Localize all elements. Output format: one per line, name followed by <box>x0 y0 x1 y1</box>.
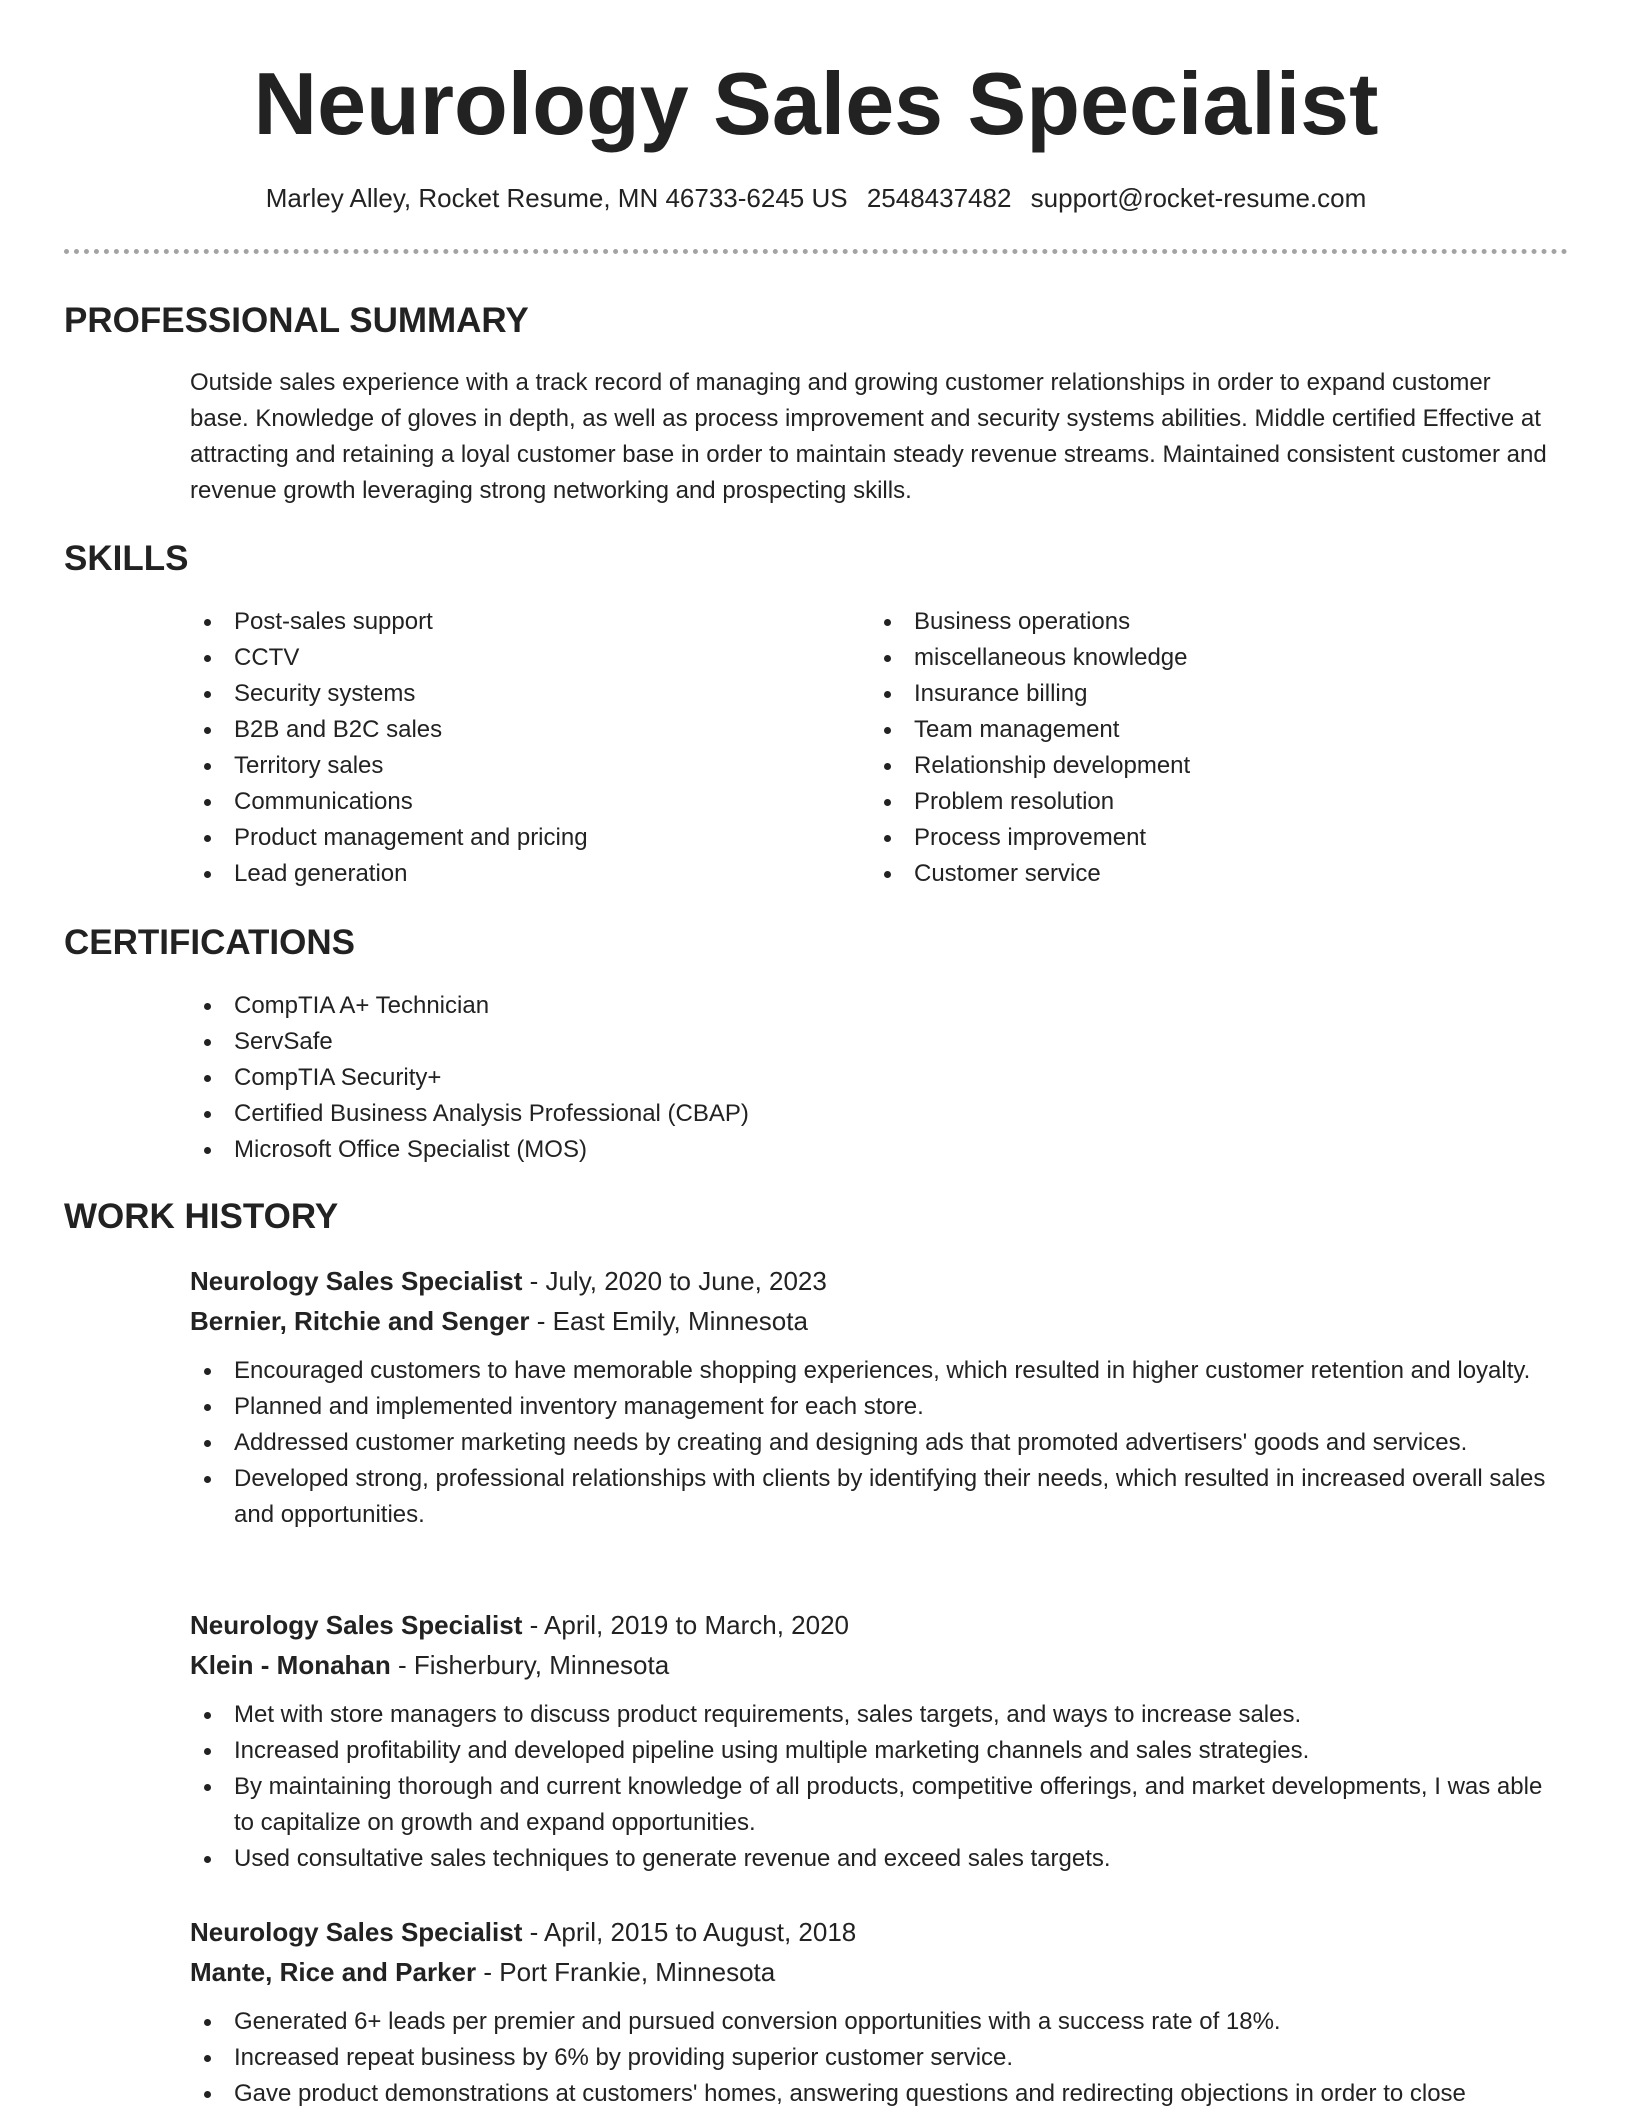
skill-item: Process improvement <box>870 820 1510 856</box>
skill-item: CCTV <box>190 640 830 676</box>
certification-item: Certified Business Analysis Professional (CBAP) <box>190 1096 1490 1132</box>
job-dates: - April, 2019 to March, 2020 <box>522 1610 849 1640</box>
job-bullet: Generated 6+ leads per premier and pursued conversion opportunities with a success rate of 18%. <box>190 2004 1560 2040</box>
certification-item: CompTIA A+ Technician <box>190 988 1490 1024</box>
certification-item: CompTIA Security+ <box>190 1060 1490 1096</box>
skills-heading: SKILLS <box>64 539 189 578</box>
job-bullets <box>190 1353 1560 1533</box>
skill-item: Post-sales support <box>190 604 830 640</box>
work-history-heading: WORK HISTORY <box>64 1197 339 1236</box>
skill-item: Insurance billing <box>870 676 1510 712</box>
skill-item: miscellaneous knowledge <box>870 640 1510 676</box>
job-entry <box>190 1261 1560 1533</box>
certification-item: Microsoft Office Specialist (MOS) <box>190 1132 1490 1168</box>
skill-item: Team management <box>870 712 1510 748</box>
job-bullet: Developed strong, professional relationships with clients by identifying their needs, which resulted in increased overall sales and opportunities. <box>190 1461 1560 1533</box>
resume-title: Neurology Sales Specialist <box>253 54 1379 153</box>
job-bullet: Encouraged customers to have memorable shopping experiences, which resulted in higher customer retention and loyalty. <box>190 1353 1560 1389</box>
job-entry <box>190 1605 1560 1877</box>
job-bullet: Planned and implemented inventory management for each store. <box>190 1389 1560 1425</box>
job-dates: - July, 2020 to June, 2023 <box>522 1266 827 1296</box>
skills-list-right <box>870 604 1510 892</box>
job-location: - Fisherbury, Minnesota <box>390 1650 670 1680</box>
job-role: Neurology Sales Specialist <box>190 1917 523 1947</box>
contact-address: Marley Alley, Rocket Resume, MN 46733-6245 US <box>265 183 848 213</box>
job-dates: - April, 2015 to August, 2018 <box>522 1917 857 1947</box>
job-bullet: Met with store managers to discuss product requirements, sales targets, and ways to increase sales. <box>190 1697 1560 1733</box>
contact-line <box>0 178 1632 218</box>
job-company: Mante, Rice and Parker <box>190 1957 477 1987</box>
job-location: - Port Frankie, Minnesota <box>476 1957 776 1987</box>
job-bullets <box>190 2004 1560 2112</box>
job-title-line <box>190 1261 1560 1301</box>
job-bullet: Used consultative sales techniques to generate revenue and exceed sales targets. <box>190 1841 1560 1877</box>
certifications-heading: CERTIFICATIONS <box>64 923 356 962</box>
job-bullet: Increased profitability and developed pipeline using multiple marketing channels and sales strategies. <box>190 1733 1560 1769</box>
job-location: - East Emily, Minnesota <box>529 1306 808 1336</box>
job-bullet: Increased repeat business by 6% by providing superior customer service. <box>190 2040 1560 2076</box>
job-entry <box>190 1912 1560 2112</box>
contact-email: support@rocket-resume.com <box>1030 183 1367 213</box>
job-company: Klein - Monahan <box>190 1650 391 1680</box>
job-title-line <box>190 1605 1560 1645</box>
job-title-line <box>190 1912 1560 1952</box>
skill-item: Communications <box>190 784 830 820</box>
skill-item: Lead generation <box>190 856 830 892</box>
skill-item: Territory sales <box>190 748 830 784</box>
skill-item: Product management and pricing <box>190 820 830 856</box>
skill-item: Customer service <box>870 856 1510 892</box>
job-role: Neurology Sales Specialist <box>190 1610 523 1640</box>
job-company-line <box>190 1301 1560 1341</box>
job-role: Neurology Sales Specialist <box>190 1266 523 1296</box>
job-bullet: By maintaining thorough and current knowledge of all products, competitive offerings, and market developments, I was able to capitalize on growth and expand opportunities. <box>190 1769 1560 1841</box>
header-divider <box>64 249 1568 254</box>
job-company-line <box>190 1952 1560 1992</box>
certification-item: ServSafe <box>190 1024 1490 1060</box>
skill-item: Relationship development <box>870 748 1510 784</box>
skills-list-left <box>190 604 830 892</box>
job-bullet: Addressed customer marketing needs by creating and designing ads that promoted advertisers' goods and services. <box>190 1425 1560 1461</box>
summary-heading: PROFESSIONAL SUMMARY <box>64 301 529 340</box>
skill-item: Security systems <box>190 676 830 712</box>
skill-item: Problem resolution <box>870 784 1510 820</box>
job-company-line <box>190 1645 1560 1685</box>
skill-item: B2B and B2C sales <box>190 712 830 748</box>
job-bullet: Gave product demonstrations at customers' homes, answering questions and redirecting objections in order to close <box>190 2076 1560 2112</box>
job-company: Bernier, Ritchie and Senger <box>190 1306 530 1336</box>
summary-text: Outside sales experience with a track record of managing and growing customer relationships in order to expand customer base. Knowledge of gloves in depth, as well as process improvement and security systems abilities. Middle certified Effective at attracting and retaining a loyal customer base in order to maintain steady revenue streams. Maintained consistent customer and revenue growth leveraging strong networking and prospecting skills. <box>190 369 1547 504</box>
skill-item: Business operations <box>870 604 1510 640</box>
certifications-list <box>190 988 1490 1168</box>
contact-phone: 2548437482 <box>866 183 1012 213</box>
job-bullets <box>190 1697 1560 1877</box>
